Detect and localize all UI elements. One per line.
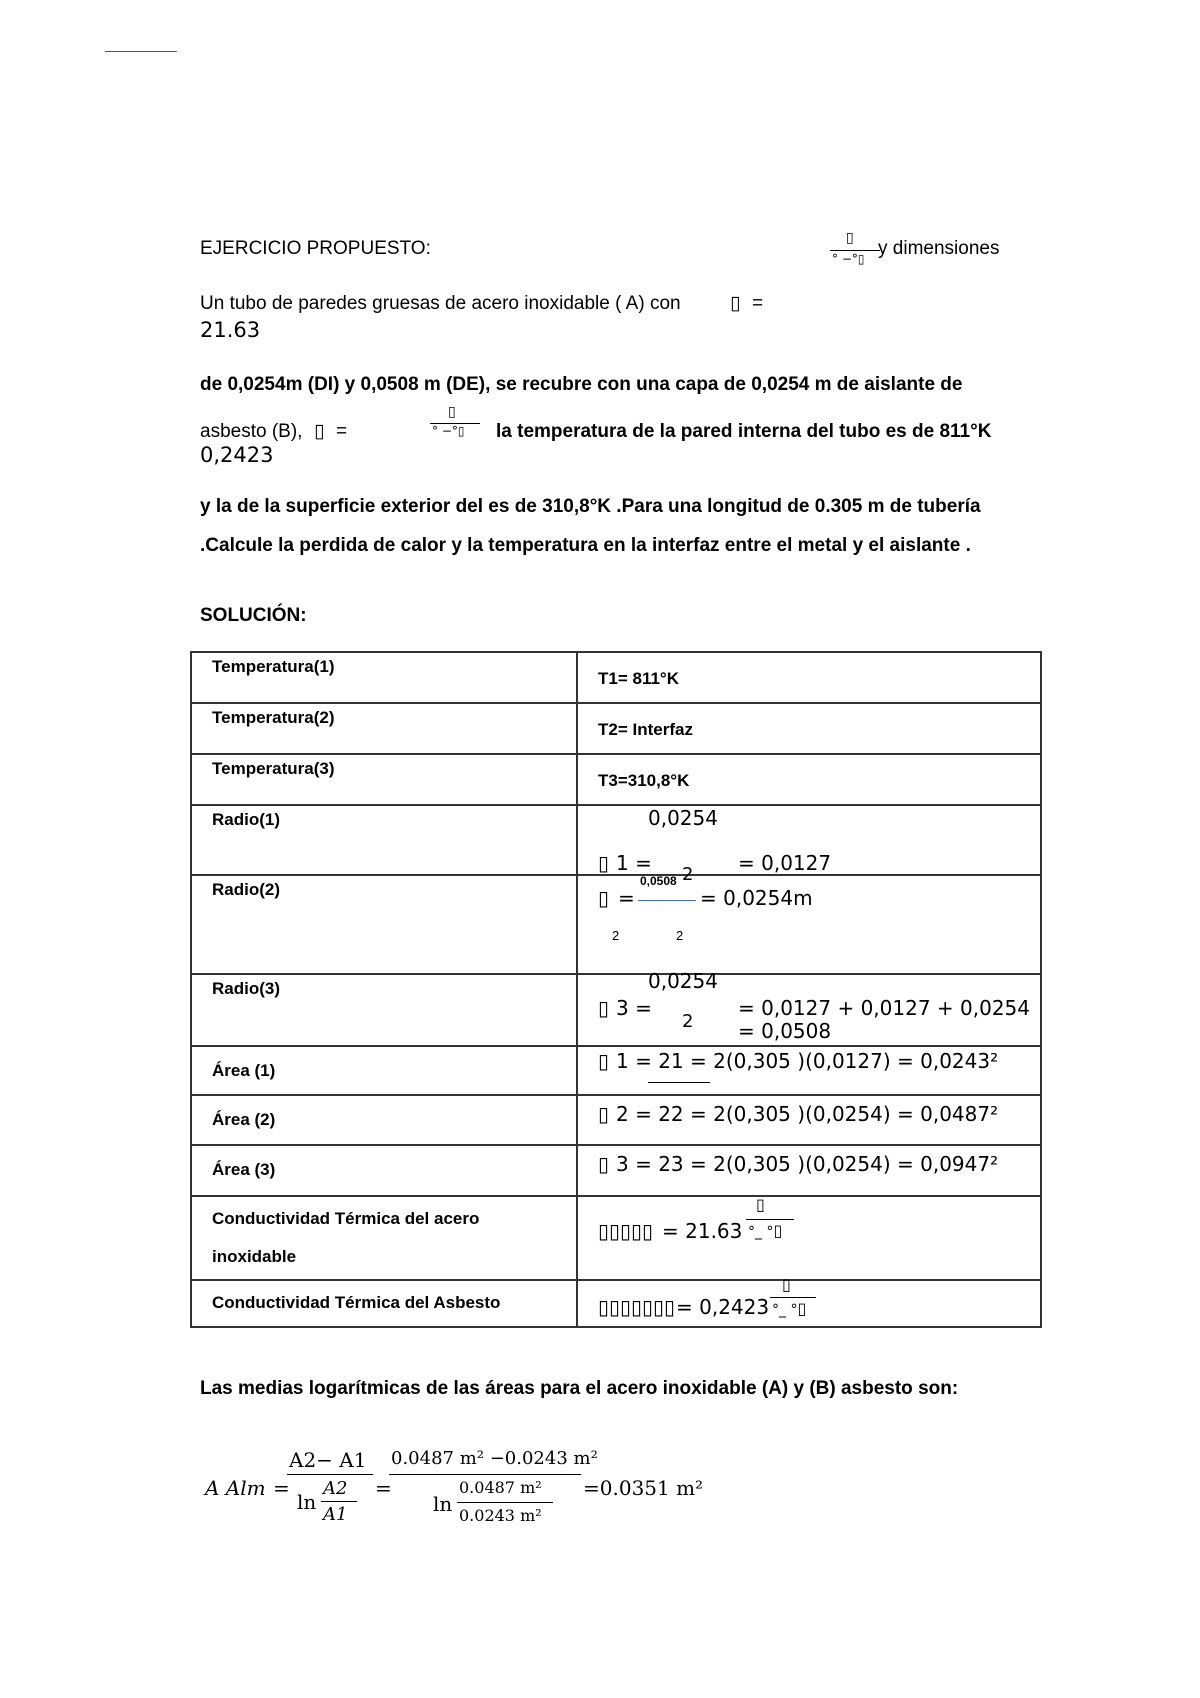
k-a-equals: = bbox=[752, 293, 764, 314]
k-steel-unit-top: ▯ bbox=[756, 1195, 765, 1214]
formula-result: =0.0351 m² bbox=[583, 1476, 704, 1500]
formula-ln-1: ln bbox=[297, 1490, 317, 1514]
table-row bbox=[191, 1145, 1041, 1196]
table-row bbox=[191, 754, 1041, 805]
area-1-symbol: ▯ bbox=[598, 1049, 610, 1073]
k-steel-unit-den: °_ ° bbox=[748, 1224, 774, 1240]
problem-line-4: y la de la superficie exterior del es de 310,8°K .Para una longitud de 0.305 m de tubería bbox=[200, 496, 981, 517]
formula-frac-1b bbox=[321, 1501, 357, 1502]
formula-frac-2 bbox=[389, 1474, 581, 1475]
row-label-line-2: inoxidable bbox=[212, 1247, 297, 1266]
problem-line-5: .Calcule la perdida de calor y la temperatura en la interfaz entre el metal y el aislante . bbox=[200, 535, 971, 556]
radius-3-numerator: 0,0254 bbox=[648, 969, 718, 993]
area-2-value: 2 = 22 = 2(0,305 )(0,0254) = 0,0487² bbox=[616, 1102, 999, 1126]
table-row bbox=[191, 1280, 1041, 1327]
row-value: T1= 811°K bbox=[598, 669, 679, 688]
log-mean-formula bbox=[205, 1448, 725, 1548]
row-value: T3=310,8°K bbox=[598, 771, 690, 790]
table-row bbox=[191, 1196, 1041, 1280]
row-value-cell bbox=[577, 1196, 1041, 1280]
table-row bbox=[191, 703, 1041, 754]
k-asbestos-fraction-line bbox=[770, 1297, 816, 1298]
radius-2-numerator: 0,0508 bbox=[640, 874, 677, 888]
row-label: Área (3) bbox=[191, 1145, 577, 1196]
solution-heading: SOLUCIÓN: bbox=[200, 605, 307, 626]
row-value-cell bbox=[577, 703, 1041, 754]
table-row bbox=[191, 974, 1041, 1046]
row-label: Área (2) bbox=[191, 1095, 577, 1145]
k-asbestos-value: = 0,2423 bbox=[676, 1295, 770, 1319]
k-steel-unit-bottom: °_ °▯ bbox=[748, 1221, 783, 1240]
formula-eq-2: = bbox=[375, 1476, 392, 1500]
row-label: Conductividad Térmica del acero bbox=[212, 1209, 480, 1228]
problem-line-2: de 0,0254m (DI) y 0,0508 m (DE), se recubre con una capa de 0,0254 m de aislante de bbox=[200, 374, 963, 395]
formula-num-1: A2− A1 bbox=[289, 1448, 367, 1472]
row-label: Temperatura(1) bbox=[191, 652, 577, 703]
row-label: Radio(2) bbox=[191, 875, 577, 974]
row-label-cell bbox=[191, 1196, 577, 1280]
area-3-value: 3 = 23 = 2(0,305 )(0,0254) = 0,0947² bbox=[616, 1152, 999, 1176]
formula-num-2: 0.0487 m² −0.0243 m² bbox=[391, 1448, 598, 1469]
k-asbestos-symbol: ▯▯▯▯▯▯▯ bbox=[598, 1295, 676, 1319]
k-b-value: 0,2423 bbox=[200, 443, 274, 467]
row-value-cell bbox=[577, 652, 1041, 703]
radius-3-rhs-2: = 0,0508 bbox=[738, 1019, 832, 1043]
area-1-underline bbox=[648, 1082, 710, 1083]
formula-den1-top: A2 bbox=[323, 1478, 348, 1499]
solution-table bbox=[190, 651, 1042, 1328]
table-row bbox=[191, 1095, 1041, 1145]
table-row bbox=[191, 1046, 1041, 1095]
row-value-cell bbox=[577, 875, 1041, 974]
k-asbestos-unit-bottom: °_ °▯ bbox=[772, 1299, 807, 1318]
k-asbestos-unit-top: ▯ bbox=[782, 1275, 791, 1294]
formula-den2-bot: 0.0243 m² bbox=[459, 1506, 542, 1525]
radius-1-lhs: 1 = bbox=[616, 851, 652, 875]
units-tail: y dimensiones bbox=[878, 238, 1000, 259]
row-value-cell bbox=[577, 754, 1041, 805]
problem-line-3-end: la temperatura de la pared interna del tubo es de 811°K bbox=[496, 421, 992, 442]
radius-2-lhs: = bbox=[618, 886, 635, 910]
radius-2-rhs: = 0,0254m bbox=[700, 886, 813, 910]
table-row bbox=[191, 652, 1041, 703]
area-2-symbol: ▯ bbox=[598, 1102, 610, 1126]
k-asbestos-unit-den: °_ ° bbox=[772, 1302, 798, 1318]
formula-frac-2b bbox=[457, 1502, 553, 1503]
log-mean-text: Las medias logarítmicas de las áreas para el acero inoxidable (A) y (B) asbesto son: bbox=[200, 1378, 959, 1399]
k-steel-fraction-line bbox=[746, 1219, 794, 1220]
problem-line-1: Un tubo de paredes gruesas de acero inoxidable ( A) con bbox=[200, 293, 681, 314]
formula-eq-1: = bbox=[273, 1476, 290, 1500]
radius-3-lhs: 3 = bbox=[616, 996, 652, 1020]
k-steel-value: = 21.63 bbox=[662, 1219, 743, 1243]
row-value: T2= Interfaz bbox=[598, 720, 693, 739]
formula-ln-2: ln bbox=[433, 1492, 453, 1516]
table-row bbox=[191, 805, 1041, 875]
unit-fraction-b: ▯ ° −°▯ bbox=[430, 404, 486, 438]
radius-3-rhs: = 0,0127 + 0,0127 + 0,0254 bbox=[738, 996, 1031, 1020]
exercise-title: EJERCICIO PROPUESTO: bbox=[200, 238, 431, 259]
formula-frac-1 bbox=[287, 1474, 373, 1475]
radius-3-denominator: 2 bbox=[682, 1011, 694, 1032]
formula-den1-bot: A1 bbox=[323, 1504, 348, 1525]
k-b-placeholder: ▯ bbox=[314, 420, 325, 442]
table-row bbox=[191, 875, 1041, 974]
row-label: Radio(3) bbox=[191, 974, 577, 1046]
row-label: Temperatura(2) bbox=[191, 703, 577, 754]
radius-1-numerator: 0,0254 bbox=[648, 806, 718, 830]
row-label: Radio(1) bbox=[191, 805, 577, 875]
area-3-symbol: ▯ bbox=[598, 1152, 610, 1176]
radius-2-fraction-line bbox=[638, 900, 696, 901]
k-steel-symbol: ▯▯▯▯▯ bbox=[598, 1219, 654, 1243]
radius-2-symbol: ▯ bbox=[598, 886, 610, 910]
radius-2-denominator-b: 2 bbox=[676, 928, 684, 943]
row-label: Área (1) bbox=[191, 1046, 577, 1095]
radius-2-denominator-a: 2 bbox=[612, 928, 620, 943]
k-a-placeholder: ▯ bbox=[730, 292, 741, 314]
area-1-value: 1 = 21 = 2(0,305 )(0,0127) = 0,0243² bbox=[616, 1049, 999, 1073]
row-value-cell bbox=[577, 1145, 1041, 1196]
k-a-value: 21.63 bbox=[200, 318, 261, 342]
unit-fraction-top: ▯ ° −°▯ bbox=[830, 230, 882, 260]
row-value-cell bbox=[577, 1275, 1041, 1327]
row-label: Conductividad Térmica del Asbesto bbox=[191, 1280, 577, 1327]
row-value-cell bbox=[577, 1046, 1041, 1095]
radius-1-denominator: 2 bbox=[682, 864, 694, 885]
row-value-cell bbox=[577, 969, 1041, 1046]
k-b-equals: = bbox=[336, 421, 348, 442]
row-label: Temperatura(3) bbox=[191, 754, 577, 805]
formula-den2-top: 0.0487 m² bbox=[459, 1478, 542, 1497]
header-rule bbox=[105, 51, 177, 52]
row-value-cell bbox=[577, 1095, 1041, 1145]
radius-1-rhs: = 0,0127 bbox=[738, 851, 832, 875]
radius-1-symbol: ▯ bbox=[598, 851, 610, 875]
radius-3-symbol: ▯ bbox=[598, 996, 610, 1020]
problem-line-3-start: asbesto (B), bbox=[200, 421, 303, 442]
formula-lhs: A Alm bbox=[205, 1476, 266, 1500]
